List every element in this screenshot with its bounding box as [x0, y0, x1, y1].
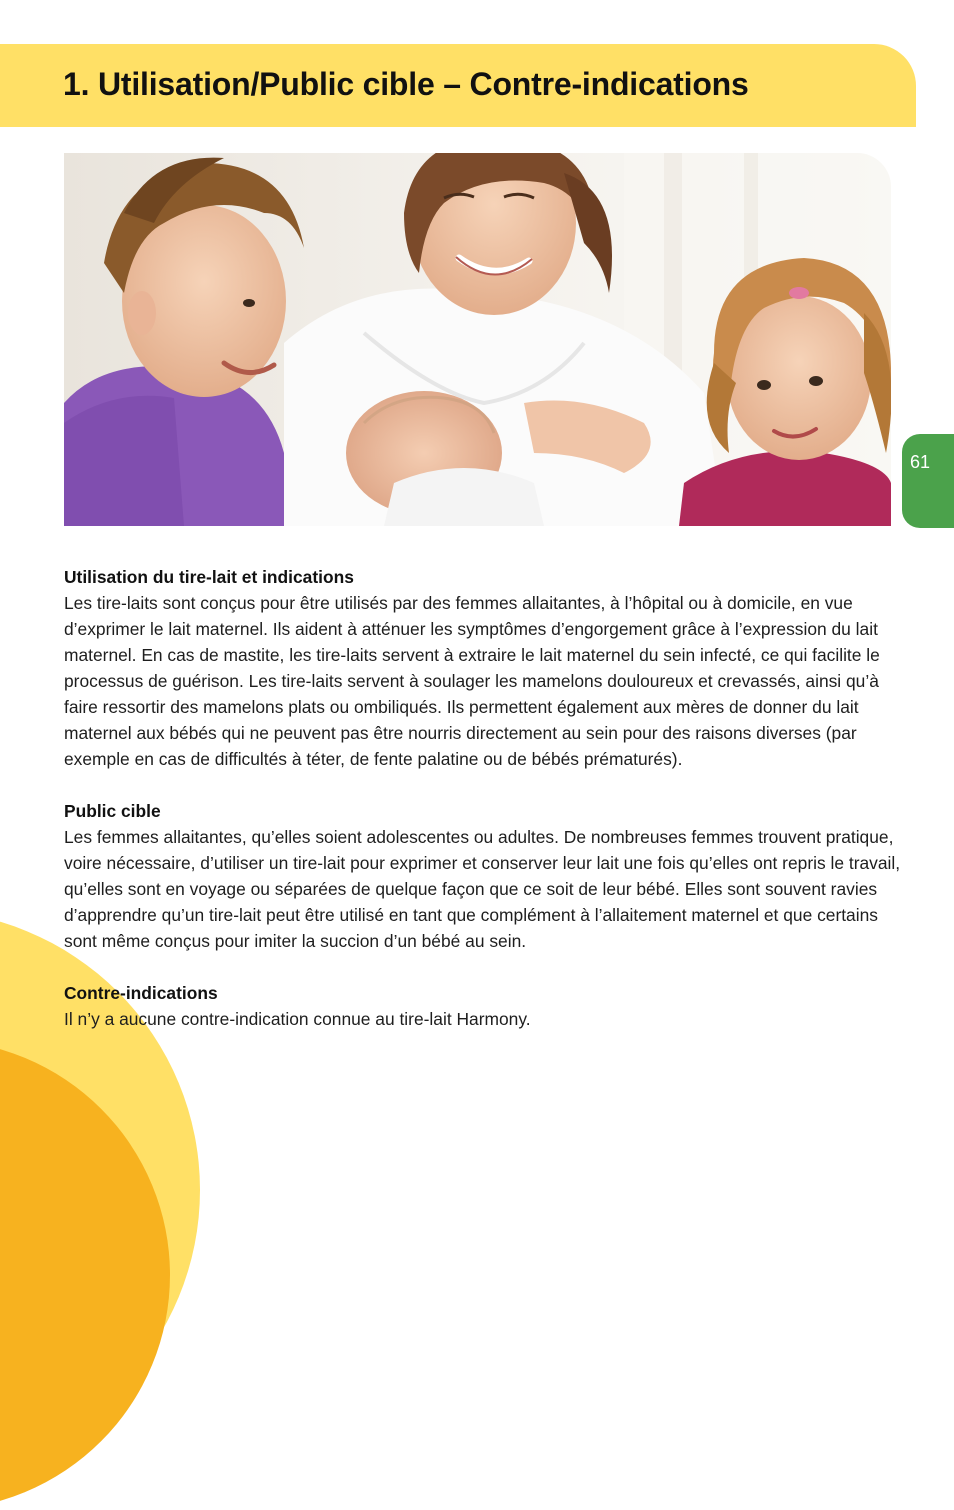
section-body: Les tire-laits sont conçus pour être utilisés par des femmes allaitantes, à l’hôpital ou à domicile, en vue d’exprimer le lait maternel. Ils aident à atténuer les symptômes d’engorgement grâce à l’expression du lait maternel. En cas de mastite, les tire-laits servent à extraire le lait maternel du sein infecté, ce qui facilite le processus de guérison. Les tire-laits servent à soulager les mamelons douloureux et crevassés, ainsi qu’à faire ressortir des mamelons plats ou ombiliqués. Ils permettent également aux mères de donner du lait maternel aux bébés qui ne peuvent pas être nourris directement au sein pour des raisons diverses (par exemple en cas de difficultés à téter, de fente palatine ou de bébés prématurés). [64, 593, 880, 769]
section-heading: Utilisation du tire-lait et indications [64, 567, 354, 587]
section-public-cible [64, 798, 904, 954]
section-utilisation [64, 564, 904, 772]
document-body [64, 564, 904, 1058]
section-body: Les femmes allaitantes, qu’elles soient adolescentes ou adultes. De nombreuses femmes trouvent pratique, voire nécessaire, d’utiliser un tire-lait pour exprimer et conserver leur lait une fois qu’elles ont repris le travail, qu’elles sont en voyage ou séparées de quelque façon que ce soit de leur bébé. Elles sont souvent ravies d’apprendre qu’un tire-lait peut être utilisé en tant que complément à l’allaitement maternel et que certains sont même conçus pour imiter la succion d’un bébé au sein. [64, 827, 901, 951]
section-contre-indications [64, 980, 904, 1032]
page-tab [902, 434, 954, 528]
header-band [0, 44, 916, 127]
section-heading: Public cible [64, 801, 161, 821]
section-heading: Contre-indications [64, 983, 218, 1003]
photo-family-breastfeeding [64, 153, 891, 526]
page-title: 1. Utilisation/Public cible – Contre-indications [63, 66, 749, 102]
page-number: 61 [910, 452, 931, 472]
section-body: Il n’y a aucune contre-indication connue au tire-lait Harmony. [64, 1009, 531, 1029]
photo-illustration [64, 153, 891, 526]
